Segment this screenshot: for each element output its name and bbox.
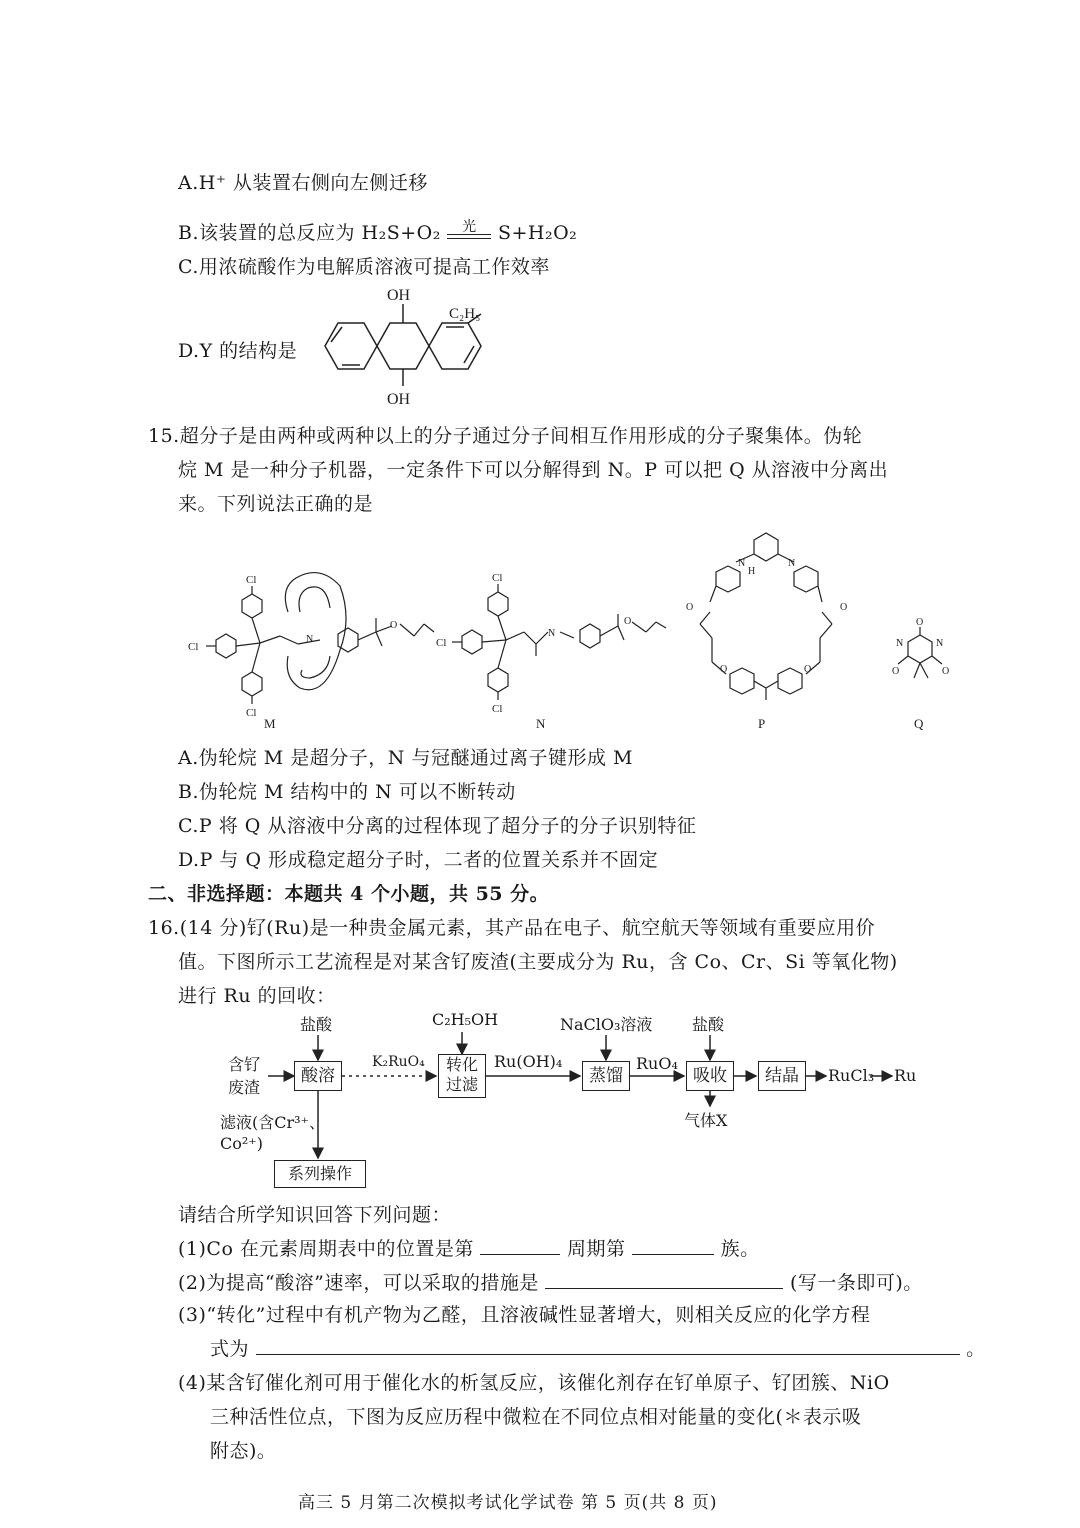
molecule-n-label: N <box>536 716 546 731</box>
q15-option-a: A.伪轮烷 M 是超分子，N 与冠醚通过离子键形成 M <box>178 747 633 769</box>
flow-rucl3: RuCl₃ <box>828 1066 875 1085</box>
flow-gas-x: 气体X <box>684 1111 728 1130</box>
n-atom-label-q-1: N <box>896 638 904 649</box>
o-label-m: O <box>390 620 398 631</box>
q16-part-3-text: 式为 <box>210 1338 250 1360</box>
o-label-q-2: O <box>892 666 900 677</box>
flow-reagent-naclo3: NaClO₃溶液 <box>560 1015 653 1034</box>
q15-stem-line-2: 烷 M 是一种分子机器，一定条件下可以分解得到 N。P 可以把 Q 从溶液中分离出 <box>178 459 889 481</box>
flow-box-conversion-line-1: 转化 <box>445 1055 478 1074</box>
o-label-q-1: O <box>916 617 924 628</box>
q15-option-d: D.P 与 Q 形成稳定超分子时，二者的位置关系并不固定 <box>178 849 659 871</box>
o-label-n: O <box>624 616 632 627</box>
q15-stem-line-3: 来。下列说法正确的是 <box>178 493 374 515</box>
q14-option-a: A.H⁺ 从装置右侧向左侧迁移 <box>178 172 428 194</box>
q14-option-c: C.用浓硫酸作为电解质溶液可提高工作效率 <box>178 256 550 278</box>
condition-light: 光 <box>462 219 477 235</box>
molecule-m-label: M <box>264 716 276 731</box>
section-2-heading: 二、非选择题：本题共 4 个小题，共 55 分。 <box>148 883 550 905</box>
n-atom-label-q-2: N <box>936 638 944 649</box>
cl-label-n-1: Cl <box>492 572 503 584</box>
q14-option-b-pre: B.该装置的总反应为 H₂S+O₂ <box>178 222 441 244</box>
q16-part-3-line-2 <box>210 1334 986 1361</box>
q16-part-1-blank-period[interactable] <box>480 1236 560 1255</box>
q16-part-1-blank-group[interactable] <box>632 1236 714 1255</box>
q16-part-2 <box>178 1268 923 1295</box>
q16-part-3-end: 。 <box>966 1338 986 1360</box>
q16-part-4-line-2: 三种活性位点，下图为反应历程中微粒在不同位点相对能量的变化(＊表示吸 <box>210 1406 862 1428</box>
o-label-q-3: O <box>942 666 950 677</box>
flow-box-conversion-line-2: 过滤 <box>445 1075 478 1094</box>
flow-filtrate-line-1: 滤液(含Cr³⁺、 <box>220 1113 325 1132</box>
cl-label-m-1: Cl <box>246 574 257 586</box>
q16-part-3-line-1: (3)“转化”过程中有机产物为乙醛，且溶液碱性显著增大，则相关反应的化学方程 <box>178 1304 871 1326</box>
q15-stem-line-1: 15.超分子是由两种或两种以上的分子通过分子间相互作用形成的分子聚集体。伪轮 <box>148 425 863 447</box>
flow-filtrate-line-2: Co²⁺) <box>220 1134 263 1153</box>
q16-part-1-text-a: (1)Co 在元素周期表中的位置是第 <box>178 1238 474 1260</box>
flow-input-line-2: 废渣 <box>228 1078 261 1097</box>
q16-stem-line-3: 进行 Ru 的回收： <box>178 985 336 1007</box>
q15-option-b: B.伪轮烷 M 结构中的 N 可以不断转动 <box>178 781 516 803</box>
o-label-p-2: O <box>840 602 848 613</box>
q16-part-1-text-c: 族。 <box>720 1238 760 1260</box>
q16-part-2-blank[interactable] <box>545 1270 783 1289</box>
o-label-p-3: O <box>720 664 728 675</box>
flow-box-crystallize: 结晶 <box>758 1061 806 1091</box>
flow-box-series-operations: 系列操作 <box>274 1160 366 1188</box>
flow-k2ruo4: K₂RuO₄ <box>372 1054 425 1070</box>
flow-box-distill: 蒸馏 <box>582 1061 630 1091</box>
q16-part-2-text-a: (2)为提高“酸溶”速率，可以采取的措施是 <box>178 1272 539 1294</box>
ethyl-label: C₂H₅ <box>449 306 481 322</box>
q16-part-4-line-1: (4)某含钌催化剂可用于催化水的析氢反应，该催化剂存在钌单原子、钌团簇、NiO <box>178 1372 890 1394</box>
n-atom-label-p-2: N <box>788 558 796 569</box>
flow-ruo4: RuO₄ <box>636 1054 678 1073</box>
q16-part-3-blank[interactable] <box>256 1336 960 1355</box>
q16-stem-line-2: 值。下图所示工艺流程是对某含钌废渣(主要成分为 Ru，含 Co、Cr、Si 等氧化物) <box>178 951 898 973</box>
o-label-p-1: O <box>686 602 694 613</box>
n-atom-label-p-1: N <box>738 558 746 569</box>
flow-box-absorb: 吸收 <box>686 1061 734 1091</box>
flow-ru-product: Ru <box>894 1066 917 1085</box>
flow-box-acid-dissolve: 酸溶 <box>294 1061 342 1091</box>
n-atom-label-m: N <box>306 634 314 645</box>
flow-reagent-hcl-2: 盐酸 <box>692 1015 725 1034</box>
page-footer: 高三 5 月第二次模拟考试化学试卷 第 5 页(共 8 页) <box>298 1493 718 1513</box>
q16-part-4-line-3: 附态)。 <box>210 1440 277 1462</box>
q15-option-c: C.P 将 Q 从溶液中分离的过程体现了超分子的分子识别特征 <box>178 815 697 837</box>
n-atom-label-n: N <box>548 628 556 639</box>
q16-prompt: 请结合所学知识回答下列问题： <box>178 1204 452 1226</box>
cl-label-m-2: Cl <box>188 641 199 653</box>
cl-label-n-2: Cl <box>436 637 447 649</box>
cl-label-m-3: Cl <box>246 707 257 719</box>
flow-reagent-ethanol: C₂H₅OH <box>432 1010 499 1029</box>
cl-label-n-3: Cl <box>492 703 503 715</box>
q14-option-d: D.Y 的结构是 <box>178 340 298 362</box>
flow-box-conversion <box>438 1054 486 1098</box>
q16-part-1-text-b: 周期第 <box>567 1238 626 1260</box>
q16-part-1 <box>178 1234 760 1261</box>
h-label-p-1: H <box>748 566 756 577</box>
oh-bottom-label: OH <box>387 391 411 408</box>
flow-ru-oh4: Ru(OH)₄ <box>494 1052 563 1071</box>
q16-part-2-text-b: (写一条即可)。 <box>789 1272 923 1294</box>
q16-stem-line-1: 16.(14 分)钌(Ru)是一种贵金属元素，其产品在电子、航空航天等领域有重要应用价 <box>148 917 876 939</box>
molecule-p-label: P <box>758 716 766 731</box>
q14-option-b-post: S+H₂O₂ <box>497 222 578 244</box>
flow-reagent-hcl-1: 盐酸 <box>300 1015 333 1034</box>
oh-top-label: OH <box>387 287 411 304</box>
flow-input-line-1: 含钌 <box>228 1055 261 1074</box>
o-label-p-4: O <box>804 664 812 675</box>
molecule-q-label: Q <box>914 716 924 731</box>
